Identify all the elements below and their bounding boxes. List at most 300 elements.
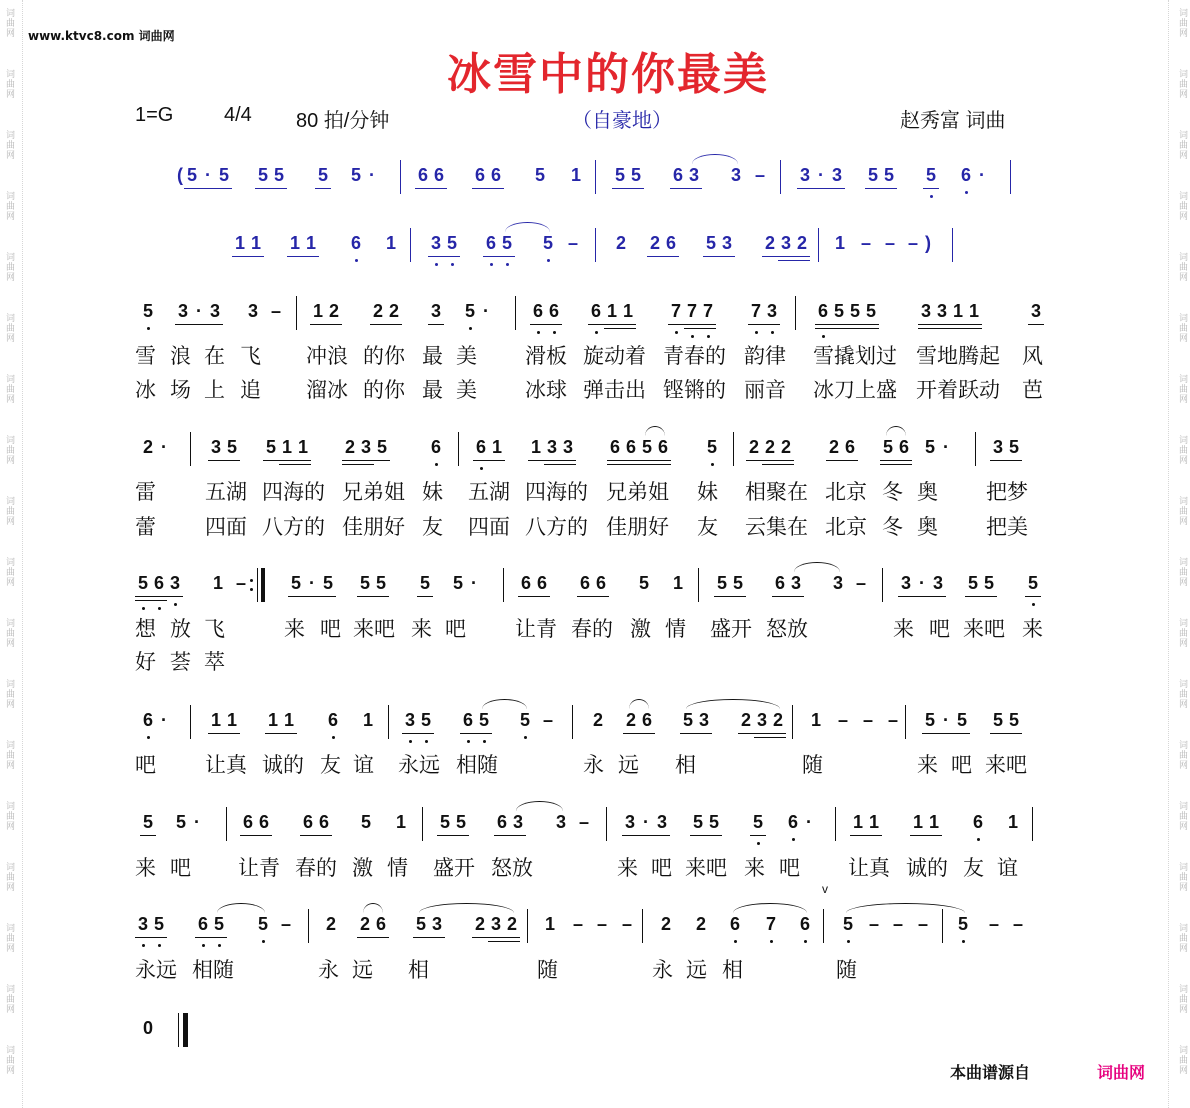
note-group <box>140 437 172 461</box>
note: 3 <box>654 812 670 836</box>
note-group <box>986 914 1002 938</box>
watermark-text: 词曲网 <box>4 191 14 221</box>
watermark-text: 词曲网 <box>4 69 14 99</box>
note-group <box>437 812 469 836</box>
low-octave-dot <box>792 838 795 841</box>
note: 5 <box>981 573 997 597</box>
note: 6 <box>473 437 489 461</box>
watermark-text: 词曲网 <box>1177 8 1187 38</box>
note-group <box>428 233 460 257</box>
note: 1 <box>950 301 966 325</box>
note: 5 <box>224 437 240 461</box>
note: 5 <box>175 812 186 832</box>
bar-line <box>1032 807 1033 841</box>
lyric-word: 来 <box>893 617 914 641</box>
low-octave-dot <box>771 331 774 334</box>
lyric-word: 把美 <box>986 515 1028 539</box>
watermark-text: 词曲网 <box>1177 618 1187 648</box>
note: 7 <box>748 301 764 325</box>
note: 6 <box>970 812 986 836</box>
note: 2 <box>357 914 373 938</box>
lyric-word: 兄弟姐 <box>606 480 669 504</box>
note-group <box>255 914 271 938</box>
note: · <box>943 437 949 457</box>
low-octave-dot <box>158 944 161 947</box>
note: 1 <box>295 437 311 461</box>
lyric-word: 诚的 <box>262 753 304 777</box>
bar-line <box>818 228 819 262</box>
note: 2 <box>370 301 386 325</box>
low-octave-dot <box>142 607 145 610</box>
lyric-word: 四面 <box>468 515 510 539</box>
note-group <box>613 233 629 257</box>
note-group <box>245 301 261 325</box>
tie-arc <box>686 699 780 709</box>
note: 5 <box>680 710 696 734</box>
note: 3 <box>510 812 526 836</box>
note: 5 <box>730 573 746 597</box>
lyric-word: 诚的 <box>906 856 948 880</box>
lyric-word: 春的 <box>295 856 337 880</box>
note: 5 <box>360 812 371 832</box>
bar-line <box>952 228 953 262</box>
low-octave-dot <box>977 838 980 841</box>
breath-mark: v <box>822 882 828 896</box>
lyric-word: 开着跃动 <box>916 378 1000 402</box>
note-group <box>588 301 636 325</box>
note: 1 <box>810 710 821 730</box>
lyric-word: 永 <box>583 753 604 777</box>
note-group <box>594 914 610 938</box>
note-group <box>310 301 342 325</box>
note: 5 <box>965 573 981 597</box>
note: 5 <box>704 437 720 461</box>
note: · <box>806 812 812 832</box>
tie-arc <box>794 562 840 572</box>
note: 1 <box>1007 812 1018 832</box>
note: 6 <box>797 914 813 938</box>
lyric-word: 佳朋好 <box>342 515 405 539</box>
note: 3 <box>832 573 843 593</box>
time-signature: 4/4 <box>224 104 252 126</box>
note-group <box>428 301 444 325</box>
song-title: 冰雪中的你最美 <box>447 49 769 100</box>
note-group <box>255 165 287 189</box>
low-octave-dot <box>483 740 486 743</box>
low-octave-dot <box>537 331 540 334</box>
watermark-text: 词曲网 <box>1177 557 1187 587</box>
note: 6 <box>300 812 316 836</box>
note-group <box>623 710 655 734</box>
lyric-word: 吧 <box>135 753 156 777</box>
note-group <box>752 165 768 189</box>
note: · <box>979 165 985 185</box>
note-group <box>840 914 856 938</box>
note: 5 <box>880 437 896 461</box>
note: 1 <box>265 710 281 734</box>
note-group <box>910 812 942 836</box>
low-octave-dot <box>847 940 850 943</box>
note: 2 <box>746 437 762 461</box>
note: 6 <box>639 710 655 734</box>
bar-line <box>1010 160 1011 194</box>
note-group <box>668 301 716 325</box>
note: 1 <box>604 301 620 325</box>
low-octave-dot <box>734 940 737 943</box>
note: 5 <box>750 812 766 836</box>
lyric-word: 的你 <box>363 344 405 368</box>
note: 5 <box>534 165 545 185</box>
note-group <box>494 812 526 836</box>
note: 3 <box>778 233 794 257</box>
note: 6 <box>316 812 332 836</box>
low-octave-dot <box>965 191 968 194</box>
lyric-word: 怒放 <box>491 856 533 880</box>
low-octave-dot <box>218 944 221 947</box>
note: · <box>638 812 654 836</box>
key-signature: 1=G <box>135 104 174 126</box>
note-group <box>918 301 982 325</box>
lyric-word: 飞 <box>204 617 225 641</box>
lyric-word: 妹 <box>422 480 443 504</box>
note: 3 <box>686 165 702 189</box>
low-octave-dot <box>425 740 428 743</box>
note: 5 <box>703 233 719 257</box>
note-group <box>532 165 548 189</box>
note: 0 <box>142 1018 153 1038</box>
lyric-word: 奥 <box>917 515 938 539</box>
low-octave-dot <box>707 335 710 338</box>
lyric-word: 来 <box>135 856 156 880</box>
note-group <box>990 710 1022 734</box>
note-group <box>714 573 746 597</box>
note-group <box>958 165 990 189</box>
watermark-text: 词曲网 <box>1177 313 1187 343</box>
low-octave-dot <box>930 195 933 198</box>
note-group <box>300 812 332 836</box>
note: 5 <box>517 710 533 734</box>
note-group <box>704 437 720 461</box>
note-group <box>528 437 576 461</box>
note: 2 <box>472 914 488 938</box>
note: 2 <box>778 437 794 461</box>
repeat-bar-line <box>257 568 265 602</box>
note-group <box>210 573 226 597</box>
note: 2 <box>326 301 342 325</box>
note: 6 <box>588 301 604 325</box>
note-group <box>530 301 562 325</box>
note: 6 <box>488 165 504 189</box>
tie-arc <box>645 426 665 436</box>
lyric-word: 相 <box>675 753 696 777</box>
note: 2 <box>647 233 663 257</box>
note: 2 <box>342 437 358 461</box>
note: 3 <box>990 437 1006 461</box>
note: 1 <box>850 812 866 836</box>
note: 7 <box>700 301 716 325</box>
tie-arc <box>217 903 265 913</box>
lyric-word: 八方的 <box>525 515 588 539</box>
watermark-text: 词曲网 <box>1177 252 1187 282</box>
note-group <box>472 165 504 189</box>
note-group <box>850 812 882 836</box>
note-group <box>413 914 445 938</box>
note: 5 <box>499 233 515 257</box>
note-group <box>612 165 644 189</box>
lyric-word: 飞 <box>240 344 261 368</box>
note-group <box>342 437 390 461</box>
note: 1 <box>926 812 942 836</box>
note-group <box>370 301 402 325</box>
note: 1 <box>910 812 926 836</box>
note-group <box>830 573 846 597</box>
note: 5 <box>639 437 655 461</box>
lyric-word: 相随 <box>192 958 234 982</box>
note: 6 <box>483 233 499 257</box>
note: 5 <box>1006 437 1022 461</box>
note-group <box>1010 914 1026 938</box>
note: 2 <box>325 914 336 934</box>
bar-line <box>795 296 796 330</box>
note: 7 <box>763 914 779 938</box>
lyric-word: 雪撬划过 <box>813 344 897 368</box>
lyric-word: 云集在 <box>745 515 808 539</box>
note: 3 <box>560 437 576 461</box>
note: 1 <box>281 710 297 734</box>
note-group <box>920 233 936 257</box>
note: – <box>988 914 999 934</box>
note: 3 <box>764 301 780 325</box>
note: 2 <box>794 233 810 257</box>
note: – <box>542 710 553 730</box>
bar-line <box>422 807 423 841</box>
note: 5 <box>863 301 879 325</box>
watermark-text: 词曲网 <box>1177 1045 1187 1075</box>
note: 6 <box>415 165 431 189</box>
low-octave-dot <box>158 607 161 610</box>
note-group <box>288 573 336 597</box>
lyric-word: 四海的 <box>525 480 588 504</box>
watermark-text: 词曲网 <box>4 679 14 709</box>
lyric-word: 盛开 <box>433 856 475 880</box>
note: 3 <box>175 301 191 325</box>
note: 1 <box>224 710 240 734</box>
lyric-word: 情 <box>665 617 686 641</box>
low-octave-dot <box>147 736 150 739</box>
note-group <box>287 233 319 257</box>
lyric-word: 激 <box>630 617 651 641</box>
note-group <box>473 437 505 461</box>
note: 3 <box>934 301 950 325</box>
lyric-word: 旋动着 <box>583 344 646 368</box>
note: 3 <box>696 710 712 734</box>
note: 6 <box>546 301 562 325</box>
note: 5 <box>840 914 856 938</box>
note: – <box>907 233 918 253</box>
note: – <box>270 301 281 321</box>
watermark-text: 词曲网 <box>4 557 14 587</box>
note: · <box>813 165 829 189</box>
note: 1 <box>620 301 636 325</box>
lyric-word: 最 <box>422 378 443 402</box>
note-group <box>417 573 433 597</box>
note: 5 <box>271 165 287 189</box>
lyric-word: 随 <box>537 958 558 982</box>
note: 1 <box>544 914 555 934</box>
note-group <box>232 233 264 257</box>
watermark-text: 词曲网 <box>1177 374 1187 404</box>
lyric-word: 四面 <box>205 515 247 539</box>
note: · <box>914 573 930 597</box>
note: 6 <box>195 914 211 938</box>
note: 5 <box>374 437 390 461</box>
note: · <box>161 437 167 457</box>
note: 5 <box>320 573 336 597</box>
note: 3 <box>358 437 374 461</box>
lyric-word: 怒放 <box>766 617 808 641</box>
note-group <box>727 914 743 938</box>
bar-line <box>400 160 401 194</box>
note-group <box>815 301 879 325</box>
note-group <box>175 301 223 325</box>
lyric-word: 佳朋好 <box>606 515 669 539</box>
bar-line <box>410 228 411 262</box>
note-group <box>853 573 869 597</box>
watermark-text: 词曲网 <box>1177 740 1187 770</box>
note-group <box>570 914 586 938</box>
note: 6 <box>325 710 341 734</box>
note: 5 <box>1025 573 1041 597</box>
note: 5 <box>288 573 304 597</box>
note-group <box>140 812 156 836</box>
low-octave-dot <box>332 736 335 739</box>
note-group <box>383 233 399 257</box>
note-group <box>990 437 1022 461</box>
note: 1 <box>966 301 982 325</box>
right-margin-line <box>1168 0 1169 1108</box>
note: – <box>235 573 246 593</box>
note: 5 <box>452 573 463 593</box>
lyric-word: 友 <box>320 753 341 777</box>
note: 6 <box>240 812 256 836</box>
note: 5 <box>954 710 970 734</box>
note: 6 <box>373 914 389 938</box>
lyric-word: 让青 <box>515 617 557 641</box>
tie-arc <box>505 222 550 232</box>
note: 5 <box>211 914 227 938</box>
note-group <box>832 233 848 257</box>
note: 7 <box>684 301 700 325</box>
note-group <box>728 165 744 189</box>
note: 5 <box>865 165 881 189</box>
note: 3 <box>428 233 444 257</box>
note: · <box>194 812 200 832</box>
note: 3 <box>135 914 151 938</box>
note-group <box>970 812 986 836</box>
note: 1 <box>385 233 396 253</box>
note: 5 <box>357 573 373 597</box>
note: 6 <box>842 437 858 461</box>
watermark-text: 词曲网 <box>4 740 14 770</box>
note: 1 <box>287 233 303 257</box>
note-group <box>748 301 780 325</box>
note-group <box>577 573 609 597</box>
lyric-word: 浪 <box>170 344 191 368</box>
low-octave-dot <box>524 736 527 739</box>
note: · <box>369 165 375 185</box>
note-group <box>680 710 712 734</box>
bar-line <box>606 807 607 841</box>
bar-line <box>190 432 191 466</box>
lyric-word: 冰 <box>135 378 156 402</box>
lyric-word: 美 <box>456 378 477 402</box>
note: 3 <box>208 437 224 461</box>
note-group <box>195 914 227 938</box>
bar-line <box>733 432 734 466</box>
note-group <box>540 710 556 734</box>
note-group <box>693 914 709 938</box>
tie-arc <box>846 903 965 913</box>
lyric-word: 雪 <box>135 344 156 368</box>
note: 5 <box>924 437 935 457</box>
lyric-word: 雪地腾起 <box>916 344 1000 368</box>
expression-marking: （自豪地） <box>572 110 672 132</box>
note-group <box>265 710 297 734</box>
low-octave-dot <box>755 331 758 334</box>
tie-arc <box>419 903 514 913</box>
lyric-word: 吧 <box>951 753 972 777</box>
lyric-word: 丽音 <box>744 378 786 402</box>
note: 1 <box>310 301 326 325</box>
note-group <box>607 437 671 461</box>
note: 1 <box>866 812 882 836</box>
lyric-word: 冬 <box>882 515 903 539</box>
note: 5 <box>847 301 863 325</box>
note-group <box>622 812 670 836</box>
lyric-word: 四海的 <box>262 480 325 504</box>
note-group <box>268 301 284 325</box>
note: 5 <box>135 573 151 597</box>
note: 3 <box>1028 301 1044 325</box>
lyric-word: 妹 <box>697 480 718 504</box>
note-group <box>542 914 558 938</box>
note: – <box>862 710 873 730</box>
note-group <box>402 710 434 734</box>
note: 5 <box>216 165 232 189</box>
watermark-text: 词曲网 <box>4 801 14 831</box>
note: 3 <box>207 301 223 325</box>
note: 7 <box>668 301 684 325</box>
tempo-marking: 80 拍/分钟 <box>296 110 390 132</box>
lyric-word: 友 <box>963 856 984 880</box>
watermark-text: 词曲网 <box>4 8 14 38</box>
note: 6 <box>348 233 364 257</box>
watermark-text: 词曲网 <box>4 1045 14 1075</box>
note: 1 <box>528 437 544 461</box>
note-group <box>866 914 882 938</box>
watermark-text: 词曲网 <box>1177 801 1187 831</box>
note-group <box>898 573 946 597</box>
lyric-word: 芭 <box>1022 378 1043 402</box>
note: 3 <box>428 301 444 325</box>
lyric-word: 冲浪 <box>306 344 348 368</box>
note: 5 <box>1006 710 1022 734</box>
note: 6 <box>670 165 686 189</box>
watermark-text: 词曲网 <box>1177 130 1187 160</box>
note: – <box>892 914 903 934</box>
note-group <box>763 914 779 938</box>
note: 3 <box>247 301 258 321</box>
